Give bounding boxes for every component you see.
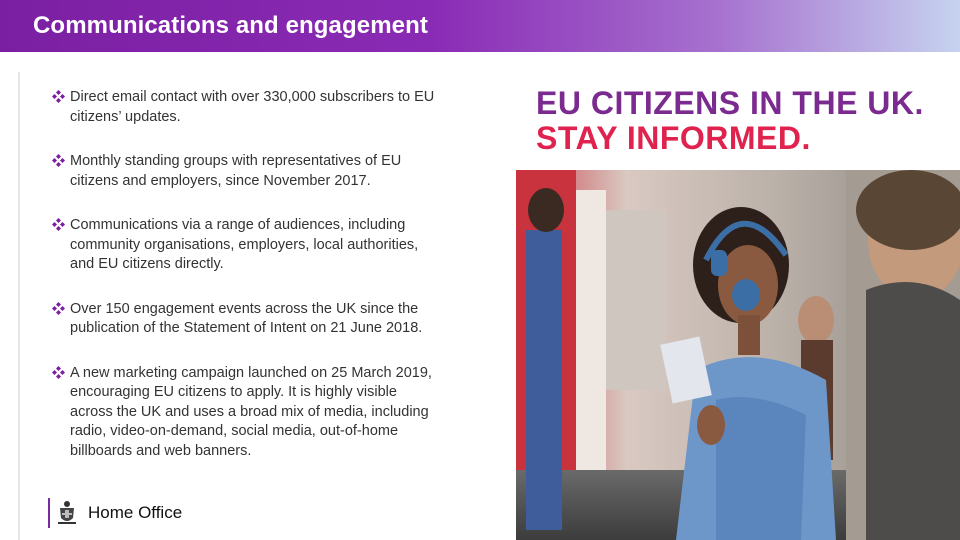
diamond-bullet-icon [52, 218, 65, 231]
bullet-text: Monthly standing groups with representatives of EU citizens and employers, since November 2017. [70, 153, 402, 189]
bullet-text: Over 150 engagement events across the UK since the publication of the Statement of Intent on 21 June 2018. [70, 300, 423, 336]
list-item [52, 152, 442, 191]
list-item [52, 300, 442, 339]
left-divider [18, 72, 20, 540]
list-item [52, 364, 442, 462]
poster-line-1: EU CITIZENS IN THE UK. [536, 85, 924, 121]
diamond-bullet-icon [52, 154, 65, 167]
bullet-text: Direct email contact with over 330,000 subscribers to EU citizens’ updates. [70, 89, 435, 125]
bullet-text: Communications via a range of audiences, including community organisations, employers, local authorities, and EU citizens directly. [70, 217, 419, 272]
home-office-logo [48, 498, 182, 528]
slide-title: Communications and engagement [33, 12, 428, 39]
list-item [52, 216, 442, 275]
campaign-photo [516, 170, 960, 540]
royal-crest-icon [56, 500, 78, 526]
poster-line-2: STAY INFORMED. [536, 120, 811, 156]
diamond-bullet-icon [52, 90, 65, 103]
poster-headline [536, 86, 924, 156]
bullet-text: A new marketing campaign launched on 25 March 2019, encouraging EU citizens to apply. It is highly visible across the UK and uses a broad mix of media, including radio, video-on-demand, social media, out-of-home billboards and web banners. [70, 364, 432, 459]
diamond-bullet-icon [52, 366, 65, 379]
bullet-list [52, 88, 442, 486]
logo-text: Home Office [88, 503, 183, 522]
title-bar [0, 0, 960, 52]
commuter-photo-illustration [516, 170, 960, 540]
list-item [52, 88, 442, 127]
diamond-bullet-icon [52, 302, 65, 315]
logo-bar [48, 498, 50, 528]
